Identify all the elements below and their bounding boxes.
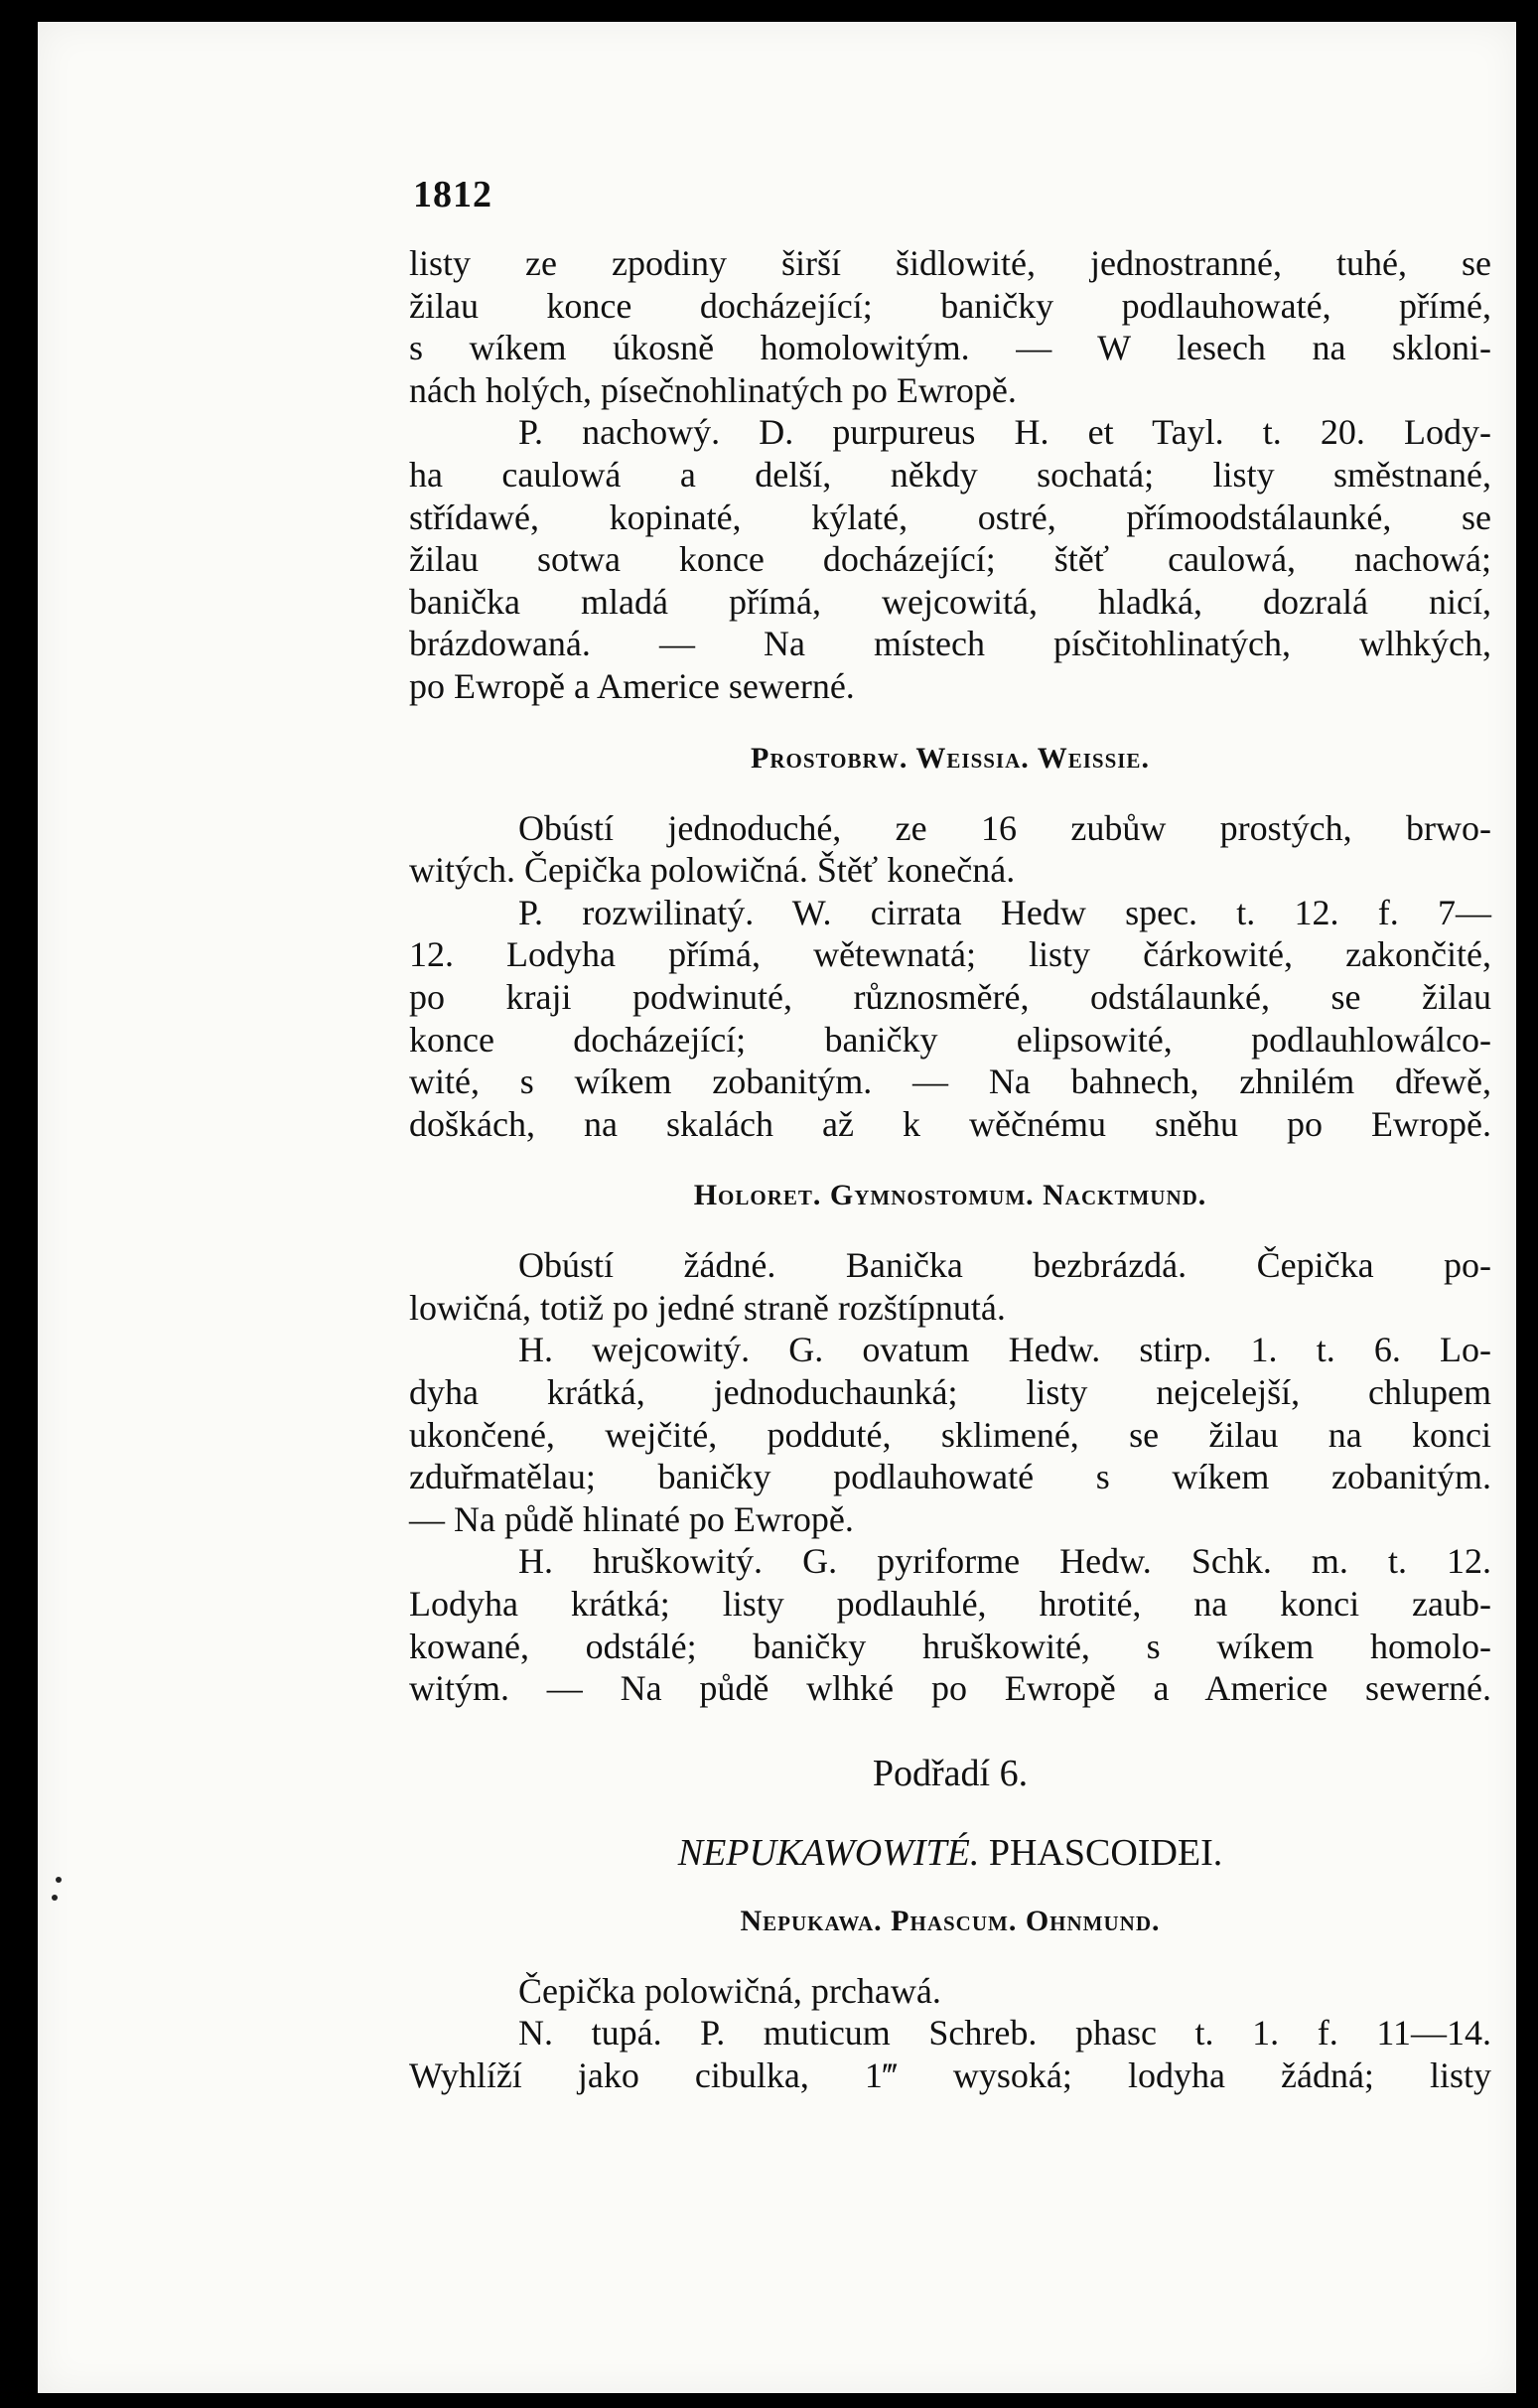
text-line: kowané, odstálé; baničky hruškowité, s wíkem homolo- — [409, 1626, 1491, 1666]
scan-speck — [52, 1895, 58, 1901]
text-line: N. tupá. P. muticum Schreb. phasc t. 1. f. 11—14. — [518, 2013, 1491, 2054]
text-line: ukončené, wejčité, podduté, sklimené, se žilau na konci — [409, 1414, 1491, 1455]
text-line: wité, s wíkem zobanitým. — Na bahnech, zhnilém dřewě, — [409, 1062, 1491, 1102]
entry-ovatum — [409, 1329, 1491, 1540]
text-line: — Na půdě hlinaté po Ewropě. — [409, 1498, 854, 1539]
text-line: Obústí jednoduché, ze 16 zubůw prostých, brwo- — [518, 807, 1491, 848]
entry-cirrata — [409, 892, 1491, 1146]
text-line: ha caulowá a delší, někdy sochatá; listy směstnané, — [409, 454, 1491, 495]
text-line: střídawé, kopinaté, kýlaté, ostré, přímoodstálaunké, se — [409, 496, 1491, 537]
subclass-title: Podřadí 6. — [872, 1752, 1029, 1794]
scan-speck — [56, 1877, 62, 1883]
text-line: Lodyha krátká; listy podlauhlé, hrotité, na konci zaub- — [409, 1584, 1491, 1625]
entry-purpureus — [409, 411, 1491, 707]
text-line: P. rozwilinatý. W. cirrata Hedw spec. t. 12. f. 7— — [518, 892, 1491, 932]
text-line: nách holých, písečnohlinatých po Ewropě. — [409, 369, 1017, 410]
text-line: H. hruškowitý. G. pyriforme Hedw. Schk. m. t. 12. — [518, 1541, 1491, 1582]
text-line: po Ewropě a Americe sewerné. — [409, 665, 855, 706]
genus-description-weissia — [409, 807, 1491, 892]
text-line: žilau konce docházející; baničky podlauhowaté, přímé, — [409, 285, 1491, 326]
genus-heading-gymnostomum: Holoret. Gymnostomum. Nacktmund. — [693, 1179, 1207, 1212]
text-line: lowičná, totiž po jedné straně rozštípnutá. — [409, 1287, 1006, 1328]
text-line: P. nachowý. D. purpureus H. et Tayl. t. 20. Lody- — [518, 412, 1491, 453]
page-number: 1812 — [413, 174, 492, 215]
text-line: banička mladá přímá, wejcowitá, hladká, dozralá nicí, — [409, 581, 1491, 622]
genus-heading-phascum: Nepukawa. Phascum. Ohnmund. — [740, 1904, 1161, 1937]
text-line: Wyhlíží jako cibulka, 1‴ wysoká; lodyha žádná; listy — [409, 2055, 1491, 2095]
text-line: zduřmatělau; baničky podlauhowaté s wíkem zobanitým. — [409, 1457, 1491, 1497]
text-line: Čepička polowičná, prchawá. — [518, 1970, 941, 2011]
text-line: H. wejcowitý. G. ovatum Hedw. stirp. 1. t. 6. Lo- — [518, 1330, 1491, 1370]
text-line: s wíkem úkosně homolowitým. — W lesech na skloni- — [409, 328, 1491, 368]
genus-heading-weissia: Prostobrw. Weissia. Weissie. — [751, 741, 1150, 775]
paragraph-continuation — [409, 242, 1491, 411]
text-line: Obústí žádné. Banička bezbrázdá. Čepička po- — [518, 1245, 1491, 1286]
entry-muticum — [409, 2012, 1491, 2096]
text-line: konce docházející; baničky elipsowité, podlauhlowálco- — [409, 1019, 1491, 1060]
text-line: listy ze zpodiny širší šidlowité, jednostranné, tuhé, se — [409, 243, 1491, 283]
text-line: dyha krátká, jednoduchaunká; listy nejcelejší, chlupem — [409, 1372, 1491, 1413]
text-line: witých. Čepička polowičná. Štěť konečná. — [409, 850, 1016, 891]
text-line: doškách, na skalách až k wěčnému sněhu po Ewropě. — [409, 1103, 1491, 1144]
genus-description-gymnostomum — [409, 1244, 1491, 1329]
entry-pyriforme — [409, 1540, 1491, 1709]
group-title-czech: NEPUKAWOWITÉ. — [677, 1831, 980, 1874]
book-page — [38, 22, 1517, 2393]
text-line: brázdowaná. — Na místech písčitohlinatých, wlhkých, — [409, 624, 1491, 664]
text-line: witým. — Na půdě wlhké po Ewropě a Americe sewerné. — [409, 1668, 1491, 1709]
text-line: žilau sotwa konce docházející; štěť caulowá, nachowá; — [409, 539, 1491, 580]
group-title — [409, 1823, 1491, 1883]
group-title-latin: PHASCOIDEI. — [988, 1831, 1223, 1874]
text-line: 12. Lodyha přímá, wětewnatá; listy čárkowité, zakončité, — [409, 934, 1491, 975]
text-line: po kraji podwinuté, různosměré, odstálaunké, se žilau — [409, 976, 1491, 1017]
scan-border — [1516, 0, 1538, 2408]
genus-description-phascum — [409, 1970, 1491, 2013]
page-text — [409, 242, 1491, 2097]
